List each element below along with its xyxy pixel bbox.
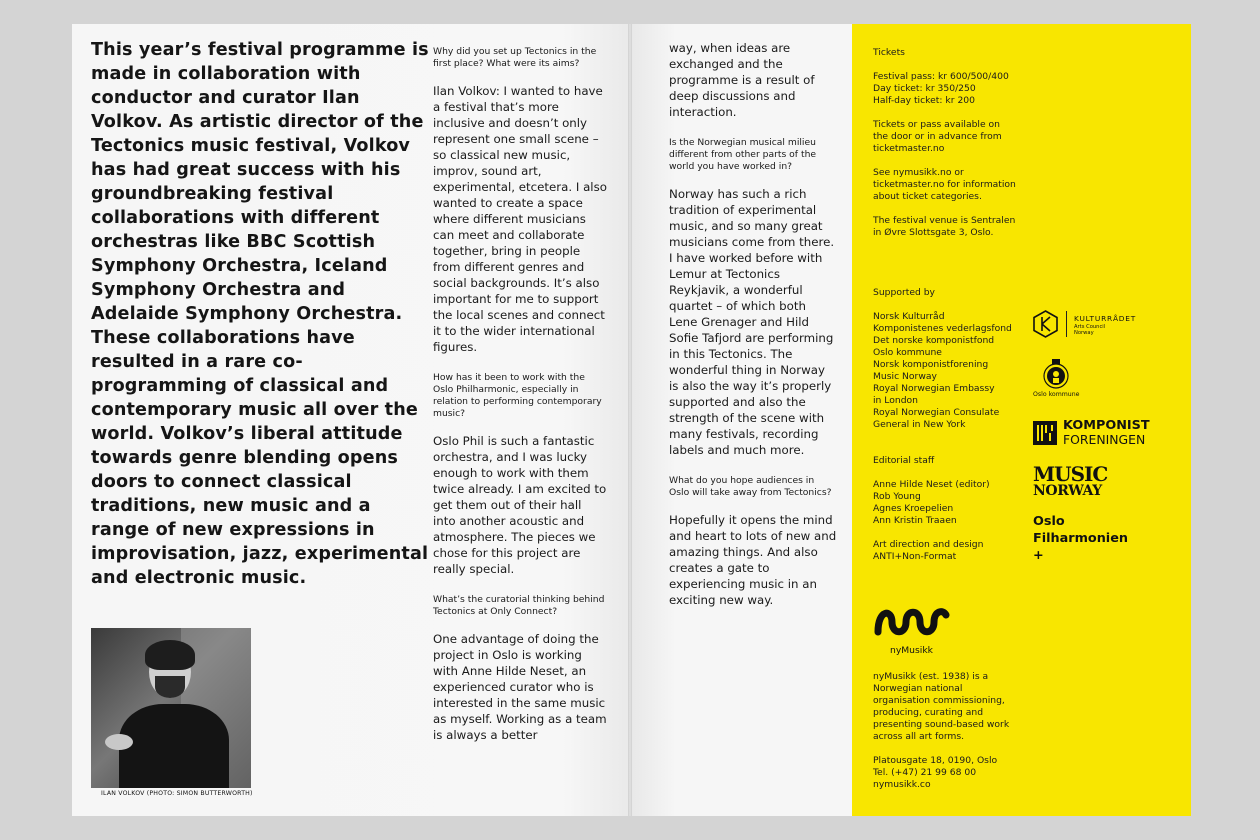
interview-answer: Ilan Volkov: I wanted to have a festival that’s more inclusive and doesn’t only represent one small scene – so classical new music, improv, sound art, experimental, etcetera. I also wanted to create a space where different musicians can meet and collaborate together, bring in people from different genres and social backgrounds. It’s also important for me to support the local scenes and connect it to the wider international figures. bbox=[433, 84, 607, 354]
interview-answer: Oslo Phil is such a fantastic orchestra, and I was lucky enough to work with them twice already. I am excited to get them out of their hall into another acoustic and atmosphere. The pieces we chose for this project are really special. bbox=[433, 434, 607, 576]
interview-answer: Hopefully it opens the mind and heart to lots of new and amazing things. And also creates a gate to experiencing music in an exciting new way. bbox=[669, 513, 837, 607]
text-line: General in New York bbox=[873, 419, 966, 430]
text-line: The festival venue is Sentralen bbox=[873, 215, 1016, 226]
text-line: presenting sound-based work bbox=[873, 719, 1010, 730]
text-line: across all art forms. bbox=[873, 731, 965, 742]
oslo-kommune-label: Oslo kommune bbox=[1033, 391, 1080, 398]
text-line: Festival pass: kr 600/500/400 bbox=[873, 71, 1009, 82]
text-line: Oslo kommune bbox=[873, 347, 942, 358]
text-line: Arts Council bbox=[1074, 324, 1106, 330]
text-line: producing, curating and bbox=[873, 707, 984, 718]
text-line: Day ticket: kr 350/250 bbox=[873, 83, 976, 94]
text-line: Anne Hilde Neset (editor) bbox=[873, 479, 990, 490]
text-line: Half-day ticket: kr 200 bbox=[873, 95, 975, 106]
photo-caption: ILAN VOLKOV (PHOTO: SIMON BUTTERWORTH) bbox=[101, 790, 253, 797]
tickets-heading: Tickets bbox=[873, 47, 905, 58]
text-line: Tickets or pass available on bbox=[873, 119, 1000, 130]
interview-question: How has it been to work with the Oslo Philharmonic, especially in relation to performing contemporary music? bbox=[433, 372, 602, 419]
kulturradet-name: KULTURRÅDET bbox=[1074, 314, 1137, 323]
text-line: ticketmaster.no for information bbox=[873, 179, 1016, 190]
text-line: in London bbox=[873, 395, 918, 406]
intro-text: This year’s festival programme is made in collaboration with conductor and curator Ilan Volkov. As artistic director of the Tectonics music festival, Volkov has had great success with his groundbreaking festival collaborations with different orchestras like BBC Scottish Symphony Orchestra, Iceland Symphony Orchestra and Adelaide Symphony Orchestra. These collaborations have resulted in a rare co-programming of classical and contemporary music all over the world. Volkov’s liberal attitude towards genre blending opens doors to connect classical traditions, new music and a range of new expressions in improvisation, jazz, experimental and electronic music. bbox=[91, 40, 429, 588]
nymusikk-address bbox=[873, 755, 997, 791]
text-line: See nymusikk.no or bbox=[873, 167, 964, 178]
kulturradet-divider bbox=[1066, 311, 1067, 337]
text-line: + bbox=[1033, 548, 1044, 563]
interview-answer: way, when ideas are exchanged and the programme is a result of deep discussions and interaction. bbox=[669, 41, 815, 119]
text-line: Komponistenes vederlagsfond bbox=[873, 323, 1012, 334]
portrait-photo bbox=[91, 628, 251, 788]
nymusikk-about bbox=[873, 671, 1009, 743]
text-line: Norsk komponistforening bbox=[873, 359, 989, 370]
design-credit bbox=[873, 539, 983, 563]
text-line: nyMusikk (est. 1938) is a bbox=[873, 671, 989, 682]
text-line: Oslo bbox=[1033, 514, 1065, 529]
text-line: Rob Young bbox=[873, 491, 921, 502]
supporters-list bbox=[873, 311, 1012, 431]
text-line: about ticket categories. bbox=[873, 191, 982, 202]
editorial-heading: Editorial staff bbox=[873, 455, 935, 466]
text-line: nymusikk.co bbox=[873, 779, 931, 790]
nymusikk-label: nyMusikk bbox=[890, 645, 933, 656]
oslo-seal-icon bbox=[1043, 358, 1069, 390]
interview-answer: One advantage of doing the project in Oslo is working with Anne Hilde Neset, an experienced curator who is interested in the same music as myself. Working as a team is always a better bbox=[433, 632, 607, 742]
nymusikk-wave-logo-icon bbox=[873, 601, 951, 643]
editorial-list bbox=[873, 479, 990, 527]
text-line: Agnes Kroepelien bbox=[873, 503, 954, 514]
komponistforeningen-logo-icon bbox=[1033, 421, 1057, 445]
text-line: Norsk Kulturråd bbox=[873, 311, 945, 322]
text-line: Norwegian national bbox=[873, 683, 963, 694]
supported-heading: Supported by bbox=[873, 287, 935, 298]
text-line: organisation commissioning, bbox=[873, 695, 1005, 706]
venue-info bbox=[873, 215, 1015, 239]
interview-column-1 bbox=[433, 46, 607, 760]
text-line: ANTI+Non-Format bbox=[873, 551, 957, 562]
text-line: in Øvre Slottsgate 3, Oslo. bbox=[873, 227, 994, 238]
komponist-wordmark: KOMPONIST bbox=[1063, 418, 1150, 433]
text-line: Ann Kristin Traaen bbox=[873, 515, 957, 526]
foreningen-wordmark: FORENINGEN bbox=[1063, 432, 1146, 447]
ticket-prices bbox=[873, 71, 1009, 107]
interview-answer: Norway has such a rich tradition of experimental music, and so many great musicians come from there. I have worked before with Lemur at Tectonics Reykjavik, a wonderful quartet – of which both Lene Grenager and Hild Sofie Tafjord are performing in this Tectonics. The wonderful thing in Norway is also the way it’s properly supported and also the strength of the scene with many festivals, recording labels and much more. bbox=[669, 187, 835, 457]
text-line: Norway bbox=[1074, 330, 1094, 336]
text-line: Music Norway bbox=[873, 371, 937, 382]
text-line: Platousgate 18, 0190, Oslo bbox=[873, 755, 998, 766]
interview-question: Is the Norwegian musical milieu different from other parts of the world you have worked in? bbox=[669, 137, 817, 172]
interview-question: Why did you set up Tectonics in the first place? What were its aims? bbox=[433, 46, 597, 69]
oslo-filharmonien-logo bbox=[1033, 513, 1128, 564]
text-line: Tel. (+47) 21 99 68 00 bbox=[873, 767, 977, 778]
music-norway-logo bbox=[1033, 464, 1107, 498]
interview-question: What’s the curatorial thinking behind Tectonics at Only Connect? bbox=[433, 594, 605, 617]
spine-gutter bbox=[628, 24, 632, 816]
text-line: Filharmonien bbox=[1033, 531, 1128, 546]
interview-column-2 bbox=[669, 40, 837, 625]
ticket-availability bbox=[873, 119, 1002, 155]
text-line: Art direction and design bbox=[873, 539, 984, 550]
ticket-info bbox=[873, 167, 1016, 203]
text-line: Royal Norwegian Consulate bbox=[873, 407, 1000, 418]
interview-question: What do you hope audiences in Oslo will take away from Tectonics? bbox=[669, 475, 832, 498]
kulturradet-logo-icon bbox=[1033, 310, 1058, 338]
norway-wordmark: NORWAY bbox=[1033, 483, 1102, 499]
kulturradet-sub bbox=[1074, 324, 1105, 336]
text-line: the door or in advance from bbox=[873, 131, 1002, 142]
text-line: Royal Norwegian Embassy bbox=[873, 383, 995, 394]
music-wordmark: MUSIC bbox=[1033, 462, 1108, 486]
text-line: ticketmaster.no bbox=[873, 143, 945, 154]
text-line: Det norske komponistfond bbox=[873, 335, 995, 346]
